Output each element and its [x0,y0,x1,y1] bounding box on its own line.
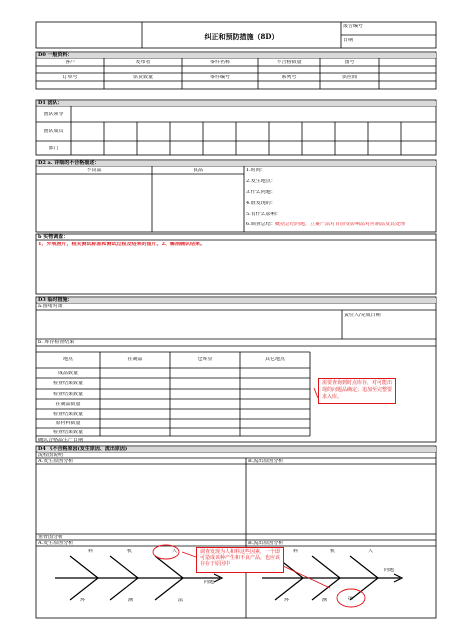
inventory-row-label: 检查结果数量 [52,392,83,397]
bone-method: 法 [178,598,184,603]
team-leader-label: 团队领导 [43,112,64,117]
bone-machine: 机 [330,549,336,554]
problem-head: 问题 [204,580,215,585]
question-impact: 5.有什么影响： [246,212,281,217]
summary-note: 概括总结问题，立案产品对目前受影响品对应制品及其处理 [275,222,406,227]
d0-supplier-label: 供应商 [341,75,357,80]
question-who: 4.谁发现的： [246,201,276,206]
d0-issuer-label: 发布者 [135,60,151,65]
d0-heading: D0 一般资料： [38,52,73,58]
question-summary: 6.调查总结： [246,222,276,227]
bone-material: 料 [88,549,94,554]
inventory-row-label: 原材料数量 [55,421,81,426]
location-header: 地点 [62,357,73,362]
d0-heading-band [37,53,436,58]
bone-method: 法 [348,596,354,601]
inventory-check-label: b. 库存检查结果 [38,340,75,345]
inspection-heading: b 实物调查： [38,234,69,240]
d1-heading-band [37,101,436,106]
inventory-row-label: 成品数量 [57,371,78,376]
question-time: 1.时间： [246,168,266,173]
bone-measurement: 测 [128,598,134,603]
d0-order-no-label: 订单号 [62,75,78,80]
bone-man: 人 [368,549,374,554]
question-what: 3.什么问题： [246,190,276,195]
date-label: 日期 [343,38,354,43]
d3-heading-band [37,298,436,303]
flowchart-label: 流程图说明 [38,453,64,458]
inventory-row-label: 检查结果数量 [52,381,83,386]
responsible-label: 责任人/完成日期 [344,313,381,318]
fishbone-escape-label: B.流出原因分析 [248,541,284,546]
wip-header: 在制品 [127,357,143,362]
document-title: 纠正和预防措施（8D） [204,32,279,41]
d0-customer-label: 客户 [64,60,75,65]
inventory-row-label: 检查结果数量 [52,412,83,417]
inventory-callout-note: 需要查询到时点库存，对可能出现的问题品确定；追加至完整要求入库。 [318,378,396,404]
escape-cause-label: B.流出原因分析 [248,459,284,464]
d4-heading: D4 《不合格原因(发生原因、流出原因) [38,446,128,452]
confirm-production-date-label: 确认合格品生产日期 [38,438,84,443]
d0-supply-qty-label: 供货数量 [132,75,153,80]
d0-part-name-label: 零件名称 [209,60,230,65]
bone-environment: 环 [284,598,290,603]
good-column-label: 良品 [192,168,203,173]
d0-defect-qty-label: 不合格数量 [276,60,302,65]
d1-heading: D1 团队： [38,100,63,106]
d2-heading: D2 a. 详细的不合格描述： [38,160,100,166]
inventory-row-label: 在制品数量 [55,402,81,407]
fishbone-label: 鱼骨图分析 [38,535,64,540]
bone-machine: 机 [127,549,133,554]
occurrence-cause-label: A.发生原因分析 [38,459,74,464]
containment-label: a.围堵对策 [38,304,63,309]
department-label: 部门 [48,146,59,151]
warehouse-header: 仓库里 [197,357,213,362]
bone-material: 料 [293,549,299,554]
inspection-instruction: 1、外观照片，相关测试标准和测试过程及结果的图片。2、解剖确认结果。 [38,242,205,247]
d0-part-no-label: 零件编号 [209,75,230,80]
bone-measurement: 测 [322,598,328,603]
fishbone-occurrence-label: A.发生原因分析 [38,541,74,546]
defective-column-label: 不良品 [86,168,102,173]
other-location-header: 其它地点 [264,357,285,362]
d0-serial-no-label: 系列号 [281,75,297,80]
bone-man: 人 [172,549,178,554]
problem-head: 问题 [384,568,395,573]
team-members-label: 团队成员 [43,129,64,134]
fishbone-callout-note: 调查发现为人和料这些因素，一个即可造成该种产生和不良产品，也应该存在于原因中 [196,547,284,573]
question-location: 2.发生地点： [246,179,276,184]
bone-environment: 环 [80,598,86,603]
d0-drawing-no-label: 图号 [344,60,355,65]
d3-heading: D3 临时措施： [38,297,73,303]
inventory-row-label: 检查结果数量 [52,430,83,435]
report-number-label: 报告编号 [343,24,364,29]
